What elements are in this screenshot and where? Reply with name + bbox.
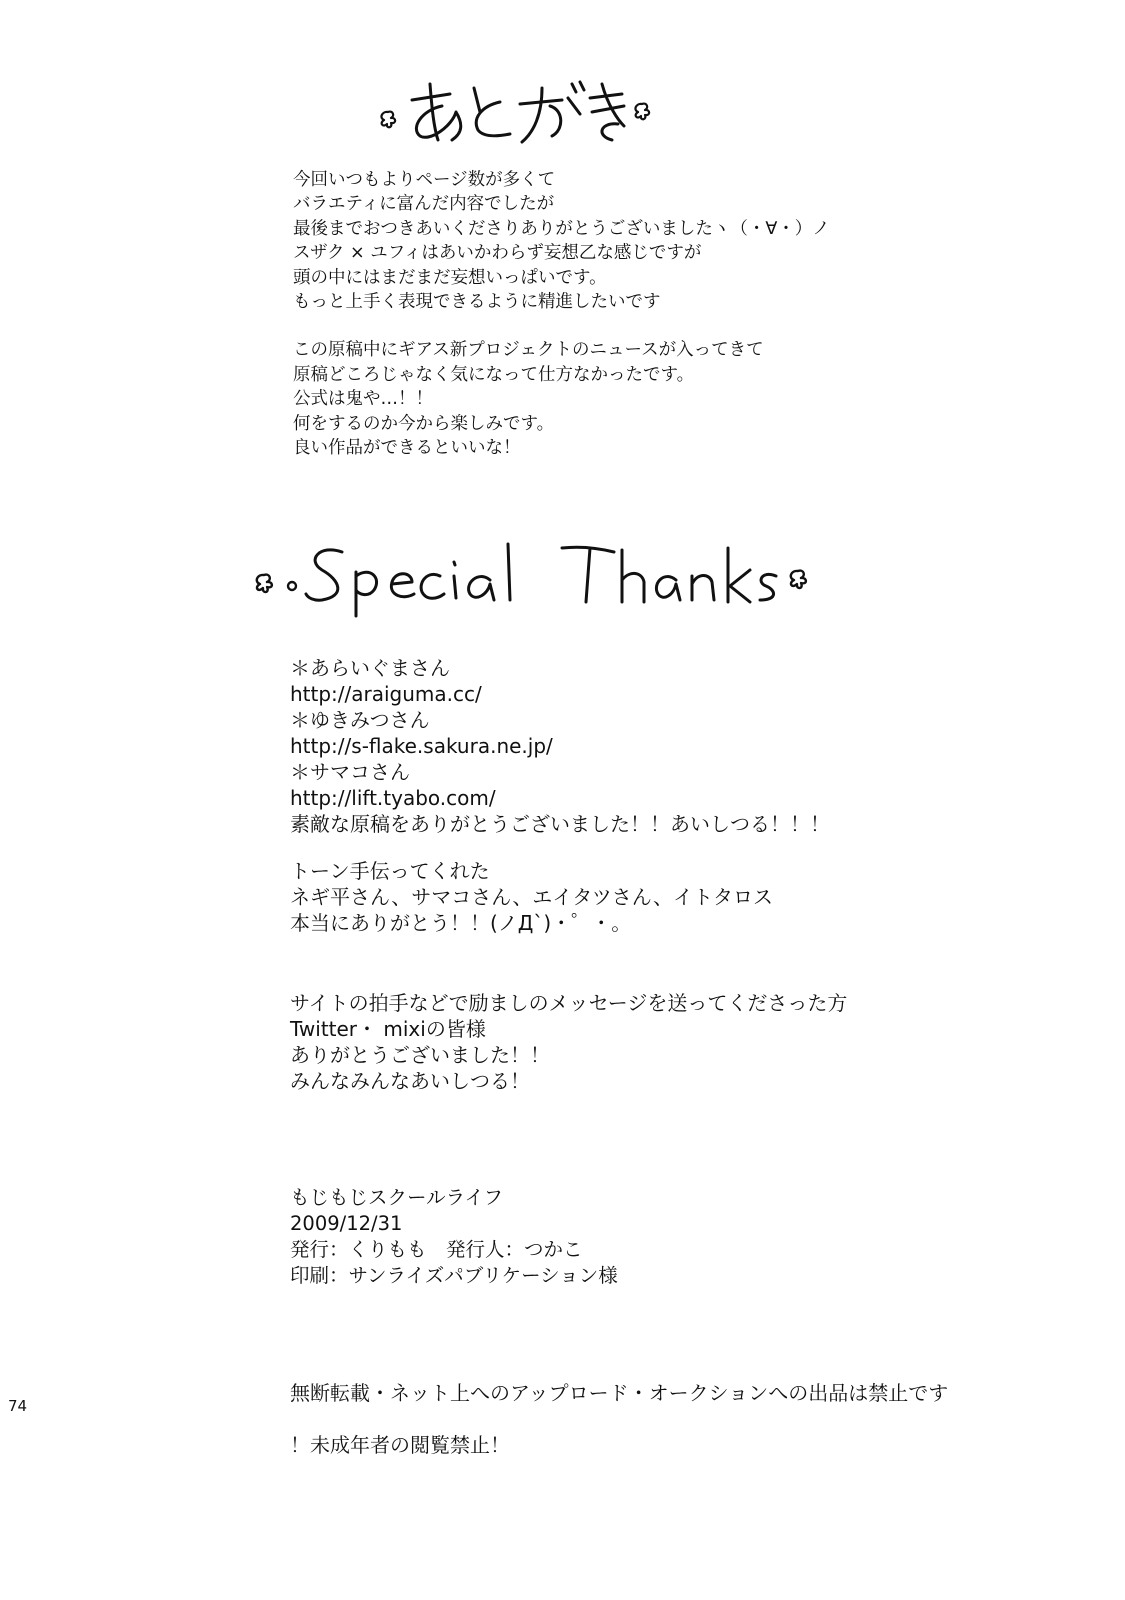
contributor-name: ＊ゆきみつさん [290,708,430,732]
afterword-line: 良い作品ができるといいな！ [293,438,521,459]
afterword-line: 公式は鬼や…！！ [293,389,433,410]
contributor-name: ＊あらいぐまさん [290,656,450,680]
page-number: 74 [8,1397,28,1415]
age-restriction-notice: ！未成年者の閲覧禁止！ [290,1433,510,1457]
flower-doodle-icon [791,571,806,588]
afterword-line: 頭の中にはまだまだ妄想いっぱいです。 [293,267,607,288]
publisher-line: 発行：くりもも 発行人：つかこ [290,1238,583,1261]
afterword-heading [372,70,652,150]
printer-line: 印刷：サンライズパブリケーション様 [290,1264,618,1287]
thanks-line: 本当にありがとう！！(ノД`)・゜・。 [290,911,632,935]
afterword-line: バラエティに富んだ内容でしたが [293,194,555,215]
contributor-name: ＊サマコさん [290,760,410,784]
afterword-line: 原稿どころじゃなく気になって仕方なかったです。 [293,364,695,385]
contributor-url: http://araiguma.cc/ [290,682,482,706]
afterword-line: 今回いつもよりページ数が多くて [293,170,556,190]
flower-doodle-icon [288,582,296,590]
flower-doodle-icon [635,104,649,120]
thanks-line: ネギ平さん、サマコさん、エイタツさん、イトタロス [290,885,773,909]
colophon [290,1185,618,1289]
contributor-closing: 素敵な原稿をありがとうございました！！あいしつる！！！ [290,812,830,836]
special-thanks-heading [250,530,810,620]
afterword-line: スザク × ユフィはあいかわらず妄想乙な感じですが [293,243,702,264]
reproduction-notice: 無断転載・ネット上へのアップロード・オークションへの出品は禁止です [290,1381,949,1405]
thanks-line: サイトの拍手などで励ましのメッセージを送ってくださった方 [290,991,848,1015]
tone-help-thanks [290,858,773,936]
afterword-line: もっと上手く表現できるように精進したいです [293,292,661,313]
message-thanks [290,990,847,1094]
copyright-notice [290,1380,948,1458]
publication-date: 2009/12/31 [290,1212,403,1235]
flower-doodle-icon [257,575,272,592]
thanks-line: Twitter・ mixiの皆様 [290,1017,486,1041]
contributor-url: http://s-flake.sakura.ne.jp/ [290,734,553,758]
afterword-line: この原稿中にギアス新プロジェクトのニュースが入ってきて [293,340,764,361]
thanks-line: トーン手伝ってくれた [290,859,490,883]
afterword-line: 何をするのか今から楽しみです。 [293,413,555,434]
thanks-line: みんなみんなあいしつる！ [290,1069,530,1093]
thanks-line: ありがとうございました！！ [290,1043,550,1067]
book-title: もじもじスクールライフ [290,1186,503,1209]
flower-doodle-icon [381,112,395,128]
afterword-line: 最後までおつきあいくださりありがとうございましたヽ（・∀・）ノ [293,218,830,239]
contributor-url: http://lift.tyabo.com/ [290,786,496,810]
afterword-text [293,168,830,460]
contributor-list [290,655,830,837]
